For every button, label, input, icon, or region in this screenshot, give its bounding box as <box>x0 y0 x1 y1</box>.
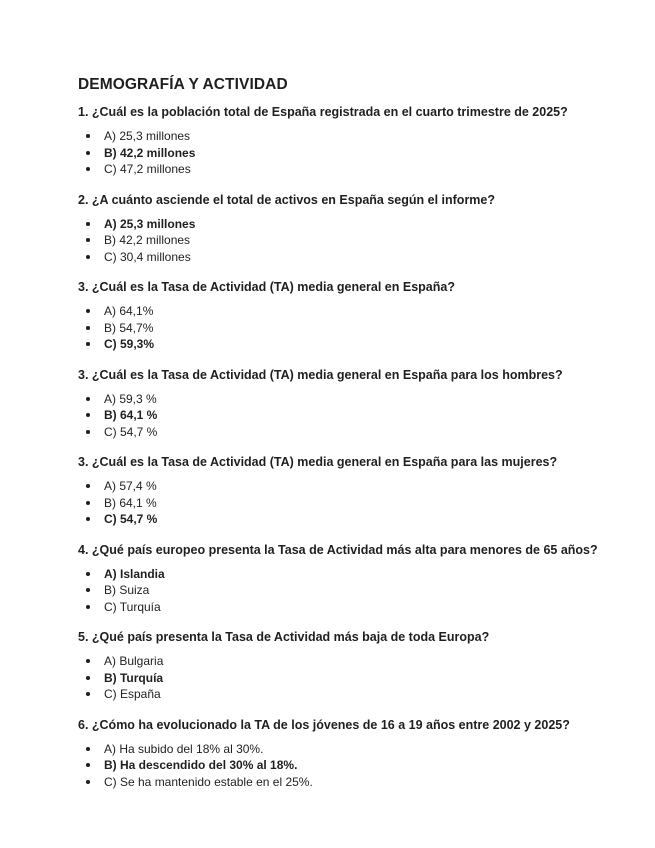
document-title: DEMOGRAFÍA Y ACTIVIDAD <box>78 76 288 93</box>
bullet-icon <box>86 309 90 313</box>
option-a-correct <box>86 566 598 583</box>
bullet-icon <box>86 413 90 417</box>
option-label: A) 59,3 % <box>104 391 157 406</box>
option-label: C) Turquía <box>104 599 161 614</box>
bullet-icon <box>86 763 90 767</box>
option-label: B) 42,2 millones <box>104 145 196 160</box>
option-b-correct <box>86 145 598 162</box>
bullet-icon <box>86 501 90 505</box>
option-label: A) Ha subido del 18% al 30%. <box>104 741 264 756</box>
bullet-icon <box>86 222 90 226</box>
option-label: B) 42,2 millones <box>104 233 191 247</box>
option-a <box>86 128 598 145</box>
option-label: A) 25,3 millones <box>104 216 196 231</box>
question-4 <box>78 367 598 441</box>
question-1 <box>78 104 598 178</box>
option-c <box>86 599 598 616</box>
bullet-icon <box>86 747 90 751</box>
option-a-correct <box>86 216 598 233</box>
option-label: C) 54,7 % <box>104 424 158 439</box>
question-3 <box>78 279 598 353</box>
bullet-icon <box>86 167 90 171</box>
bullet-icon <box>86 484 90 488</box>
bullet-icon <box>86 326 90 330</box>
bullet-icon <box>86 692 90 696</box>
option-list <box>78 216 598 266</box>
option-list <box>78 478 598 528</box>
option-a <box>86 391 598 408</box>
document-page <box>78 76 598 804</box>
bullet-icon <box>86 342 90 346</box>
question-text: 3. ¿Cuál es la Tasa de Actividad (TA) media general en España para los hombres? <box>78 367 563 382</box>
question-text: 2. ¿A cuánto asciende el total de activos en España según el informe? <box>78 192 496 207</box>
question-text: 1. ¿Cuál es la población total de España registrada en el cuarto trimestre de 2025? <box>78 105 568 119</box>
bullet-icon <box>86 676 90 680</box>
question-7 <box>78 629 598 703</box>
bullet-icon <box>86 780 90 784</box>
bullet-icon <box>86 397 90 401</box>
option-c-correct <box>86 336 598 353</box>
option-b-correct <box>86 670 598 687</box>
option-label: A) Bulgaria <box>104 654 164 668</box>
question-text: 5. ¿Qué país presenta la Tasa de Actividad más baja de toda Europa? <box>78 630 490 644</box>
option-list <box>78 391 598 441</box>
option-label: A) 57,4 % <box>104 479 157 493</box>
option-list <box>78 566 598 616</box>
bullet-icon <box>86 659 90 663</box>
option-label: A) Islandia <box>104 566 165 581</box>
question-text: 3. ¿Cuál es la Tasa de Actividad (TA) media general en España para las mujeres? <box>78 455 558 469</box>
option-list <box>78 128 598 178</box>
question-text: 3. ¿Cuál es la Tasa de Actividad (TA) media general en España? <box>78 280 455 294</box>
bullet-icon <box>86 238 90 242</box>
option-a <box>86 478 598 495</box>
question-8 <box>78 717 598 791</box>
option-label: B) 64,1 % <box>104 495 157 510</box>
option-label: B) 54,7% <box>104 320 154 335</box>
option-list <box>78 303 598 353</box>
bullet-icon <box>86 572 90 576</box>
bullet-icon <box>86 430 90 434</box>
option-list <box>78 653 598 703</box>
option-a <box>86 741 598 758</box>
option-label: C) España <box>104 687 161 701</box>
bullet-icon <box>86 517 90 521</box>
question-6 <box>78 542 598 616</box>
option-b-correct <box>86 757 598 774</box>
option-list <box>78 741 598 791</box>
question-5 <box>78 454 598 528</box>
option-c <box>86 249 598 266</box>
option-label: C) 47,2 millones <box>104 162 191 176</box>
bullet-icon <box>86 151 90 155</box>
question-text: 6. ¿Cómo ha evolucionado la TA de los jóvenes de 16 a 19 años entre 2002 y 2025? <box>78 717 570 732</box>
option-b <box>86 495 598 512</box>
option-b <box>86 232 598 249</box>
option-a <box>86 303 598 320</box>
option-label: C) Se ha mantenido estable en el 25%. <box>104 774 313 789</box>
question-2 <box>78 192 598 266</box>
bullet-icon <box>86 255 90 259</box>
option-c <box>86 161 598 178</box>
option-b <box>86 320 598 337</box>
option-c <box>86 686 598 703</box>
option-label: B) Ha descendido del 30% al 18%. <box>104 758 298 772</box>
bullet-icon <box>86 605 90 609</box>
option-label: C) 30,4 millones <box>104 249 191 264</box>
option-c-correct <box>86 511 598 528</box>
option-label: B) Turquía <box>104 670 164 685</box>
option-b <box>86 582 598 599</box>
option-c <box>86 424 598 441</box>
option-label: B) Suiza <box>104 583 150 597</box>
bullet-icon <box>86 588 90 592</box>
bullet-icon <box>86 134 90 138</box>
option-label: B) 64,1 % <box>104 408 158 422</box>
option-label: A) 64,1% <box>104 304 154 318</box>
option-a <box>86 653 598 670</box>
option-c <box>86 774 598 791</box>
question-text: 4. ¿Qué país europeo presenta la Tasa de Actividad más alta para menores de 65 años? <box>78 542 598 557</box>
option-label: C) 59,3% <box>104 337 155 351</box>
option-label: A) 25,3 millones <box>104 129 191 143</box>
option-b-correct <box>86 407 598 424</box>
option-label: C) 54,7 % <box>104 512 158 526</box>
